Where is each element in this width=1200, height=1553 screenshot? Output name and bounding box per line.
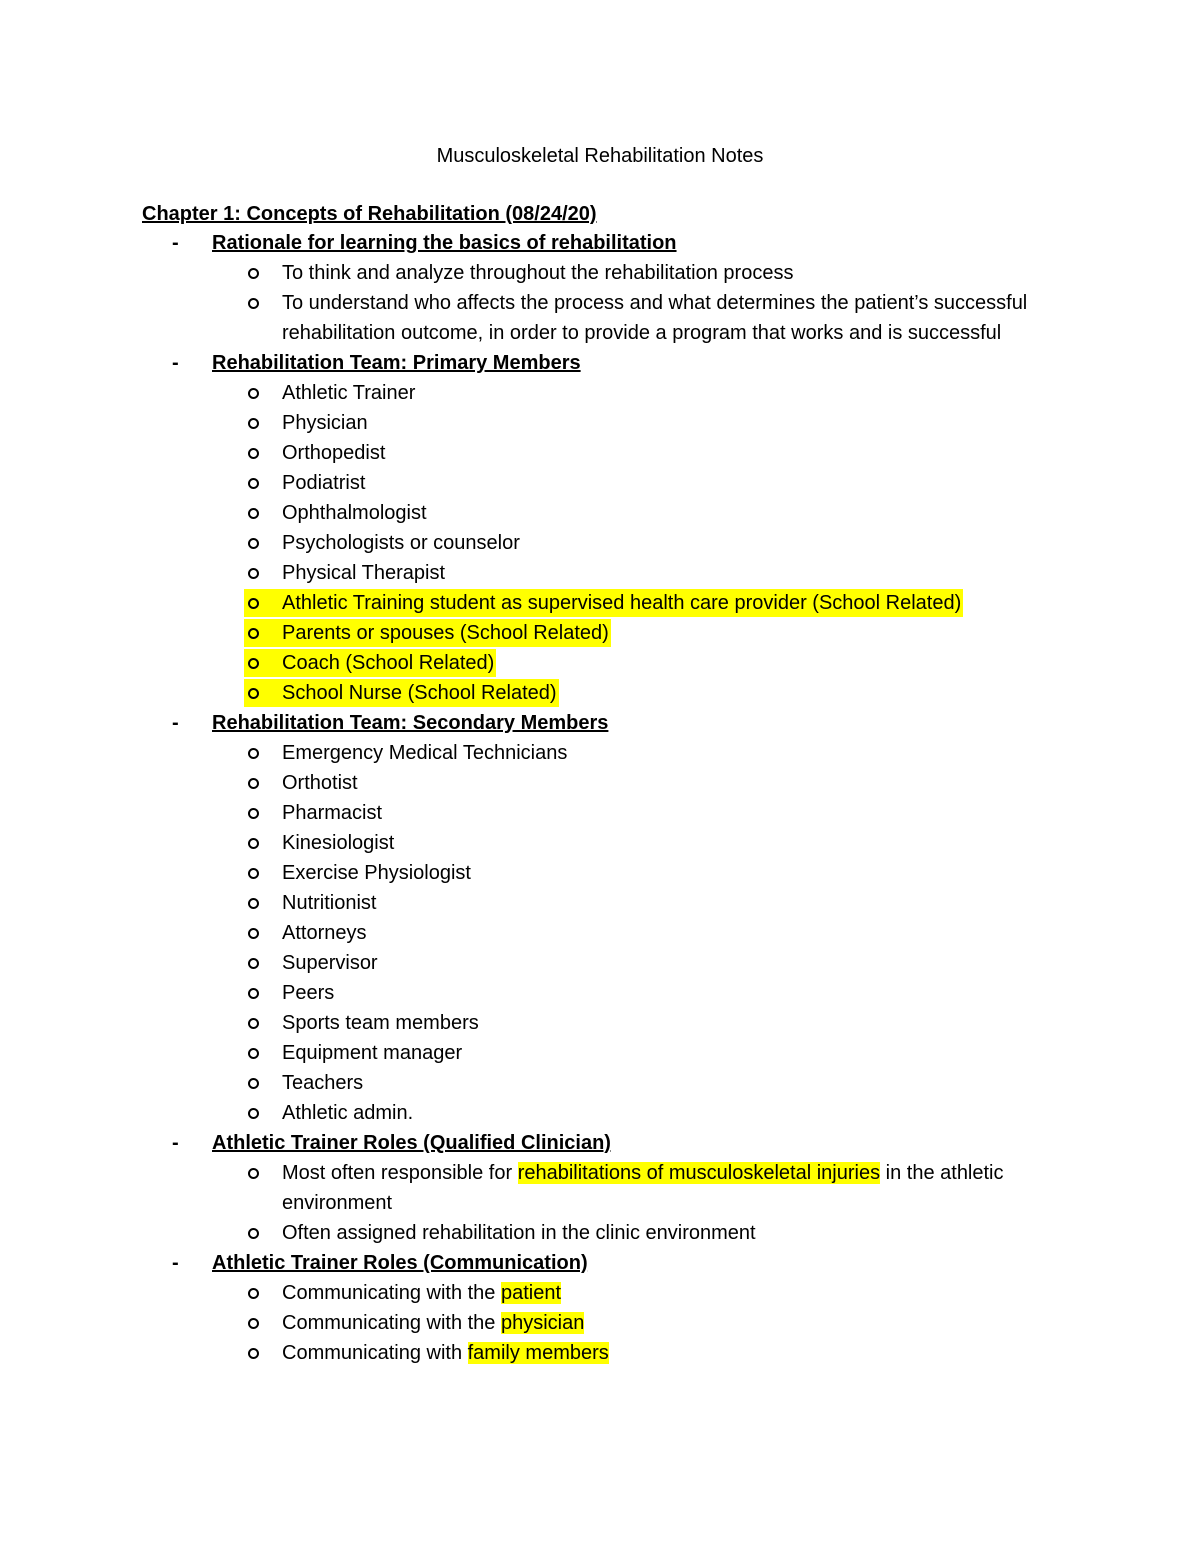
list-item — [0, 378, 1200, 408]
list-item — [0, 1158, 1200, 1218]
highlighted-text: family members — [467, 1342, 609, 1364]
list-item-text — [282, 412, 368, 434]
list-item — [0, 678, 1200, 708]
section-heading-row — [0, 348, 1200, 378]
circle-bullet-icon — [248, 688, 259, 699]
circle-bullet-icon — [248, 448, 259, 459]
outline-section — [0, 708, 1200, 1128]
item-text-run: Most often responsible for — [282, 1162, 518, 1184]
list-item — [0, 948, 1200, 978]
list-item — [0, 468, 1200, 498]
list-item-text — [282, 472, 365, 494]
section-heading: Athletic Trainer Roles (Communication) — [212, 1252, 588, 1274]
section-heading-row — [0, 1128, 1200, 1158]
item-text-run: Teachers — [282, 1072, 364, 1094]
list-item — [0, 1098, 1200, 1128]
section-heading: Athletic Trainer Roles (Qualified Clinician) — [212, 1132, 611, 1154]
section-heading: Rehabilitation Team: Secondary Members — [212, 712, 609, 734]
list-item-text — [282, 1342, 609, 1364]
circle-bullet-icon — [248, 628, 259, 639]
section-heading: Rehabilitation Team: Primary Members — [212, 352, 581, 374]
item-text-run: Communicating with — [282, 1342, 468, 1364]
highlighted-text: Athletic Training student as supervised health care provider (School Related) — [282, 592, 962, 614]
section-heading-row — [0, 228, 1200, 258]
list-item — [0, 648, 1200, 678]
circle-bullet-icon — [248, 418, 259, 429]
list-item — [0, 1308, 1200, 1338]
item-text-run: Communicating with the — [282, 1282, 501, 1304]
list-item-text — [282, 592, 961, 614]
section-heading-row — [0, 708, 1200, 738]
list-item-text — [282, 922, 366, 944]
list-item-text — [282, 982, 334, 1004]
list-item-text — [282, 682, 557, 704]
section-heading-row — [0, 1248, 1200, 1278]
circle-bullet-icon — [248, 568, 259, 579]
circle-bullet-icon — [248, 658, 259, 669]
highlighted-text: Parents or spouses (School Related) — [282, 622, 609, 644]
list-item — [0, 588, 1200, 618]
list-item-text — [282, 862, 471, 884]
circle-bullet-icon — [248, 778, 259, 789]
list-item-text — [282, 892, 376, 914]
list-item — [0, 798, 1200, 828]
dash-bullet: - — [172, 712, 179, 734]
list-item-text — [282, 1282, 561, 1304]
item-text-run: To think and analyze throughout the rehabilitation process — [282, 262, 794, 284]
list-item — [0, 438, 1200, 468]
outline-section — [0, 228, 1200, 348]
item-text-run: Podiatrist — [282, 472, 366, 494]
list-item-text — [282, 442, 385, 464]
circle-bullet-icon — [248, 868, 259, 879]
sub-item-list — [0, 1278, 1200, 1368]
list-item-text — [282, 1102, 413, 1124]
list-item-text — [282, 532, 520, 554]
item-text-run: Often assigned rehabilitation in the clinic environment — [282, 1222, 756, 1244]
sub-item-list — [0, 738, 1200, 1128]
circle-bullet-icon — [248, 1108, 259, 1119]
list-item — [0, 1338, 1200, 1368]
list-item — [0, 1278, 1200, 1308]
outline-section — [0, 1128, 1200, 1248]
list-item-text — [282, 262, 793, 284]
outline-section — [0, 1248, 1200, 1368]
list-item — [0, 918, 1200, 948]
circle-bullet-icon — [248, 478, 259, 489]
item-text-run: Physician — [282, 412, 368, 434]
list-item-text — [282, 1012, 479, 1034]
list-item-text — [282, 742, 567, 764]
list-item-text — [282, 832, 394, 854]
circle-bullet-icon — [248, 1018, 259, 1029]
circle-bullet-icon — [248, 898, 259, 909]
list-item — [0, 558, 1200, 588]
item-text-run: To understand who affects the process and what determines the patient’s successful rehabilitation outcome, in order to provide a program that works and is successful — [282, 292, 1028, 344]
circle-bullet-icon — [248, 1288, 259, 1299]
list-item — [0, 258, 1200, 288]
circle-bullet-icon — [248, 1348, 259, 1359]
list-item — [0, 1218, 1200, 1248]
list-item-text — [282, 1042, 462, 1064]
item-text-run: Equipment manager — [282, 1042, 463, 1064]
item-text-run: Attorneys — [282, 922, 367, 944]
circle-bullet-icon — [248, 298, 259, 309]
list-item — [0, 1068, 1200, 1098]
circle-bullet-icon — [248, 988, 259, 999]
item-text-run: Physical Therapist — [282, 562, 446, 584]
item-text-run: Orthotist — [282, 772, 358, 794]
item-text-run: Orthopedist — [282, 442, 386, 464]
list-item — [0, 1008, 1200, 1038]
notes-outline — [0, 228, 1200, 1368]
list-item-text — [282, 1222, 756, 1244]
page-title: Musculoskeletal Rehabilitation Notes — [436, 145, 764, 167]
item-text-run: Sports team members — [282, 1012, 479, 1034]
list-item — [0, 768, 1200, 798]
section-heading: Rationale for learning the basics of rehabilitation — [212, 232, 677, 254]
list-item-text — [282, 292, 1027, 344]
list-item — [0, 858, 1200, 888]
item-text-run: Pharmacist — [282, 802, 383, 824]
circle-bullet-icon — [248, 1048, 259, 1059]
item-text-run: Nutritionist — [282, 892, 377, 914]
item-text-run: Peers — [282, 982, 335, 1004]
circle-bullet-icon — [248, 598, 259, 609]
item-text-run: Athletic admin. — [282, 1102, 414, 1124]
sub-item-list — [0, 258, 1200, 348]
list-item-text — [282, 1312, 584, 1334]
list-item-text — [282, 802, 382, 824]
dash-bullet: - — [172, 352, 179, 374]
circle-bullet-icon — [248, 1078, 259, 1089]
highlighted-text: School Nurse (School Related) — [282, 682, 557, 704]
list-item-text — [282, 1072, 363, 1094]
circle-bullet-icon — [248, 268, 259, 279]
circle-bullet-icon — [248, 958, 259, 969]
item-text-run: Emergency Medical Technicians — [282, 742, 568, 764]
item-text-run: Exercise Physiologist — [282, 862, 471, 884]
list-item-text — [282, 502, 427, 524]
item-text-run: Ophthalmologist — [282, 502, 427, 524]
item-text-run: Psychologists or counselor — [282, 532, 520, 554]
circle-bullet-icon — [248, 1228, 259, 1239]
list-item — [0, 738, 1200, 768]
highlighted-text: patient — [500, 1282, 562, 1304]
list-item — [0, 288, 1200, 348]
list-item — [0, 618, 1200, 648]
item-text-run: Communicating with the — [282, 1312, 501, 1334]
circle-bullet-icon — [248, 748, 259, 759]
item-text-run: Supervisor — [282, 952, 378, 974]
list-item — [0, 528, 1200, 558]
dash-bullet: - — [172, 1132, 179, 1154]
circle-bullet-icon — [248, 928, 259, 939]
item-text-run: in the athletic environment — [282, 1162, 1004, 1214]
list-item-text — [282, 622, 609, 644]
circle-bullet-icon — [248, 1168, 259, 1179]
list-item-text — [282, 652, 494, 674]
circle-bullet-icon — [248, 838, 259, 849]
list-item — [0, 408, 1200, 438]
list-item-text — [282, 562, 445, 584]
circle-bullet-icon — [248, 1318, 259, 1329]
circle-bullet-icon — [248, 538, 259, 549]
list-item — [0, 888, 1200, 918]
list-item — [0, 828, 1200, 858]
circle-bullet-icon — [248, 388, 259, 399]
list-item-text — [282, 1162, 1004, 1214]
outline-section — [0, 348, 1200, 708]
circle-bullet-icon — [248, 808, 259, 819]
highlighted-text: physician — [500, 1312, 585, 1334]
dash-bullet: - — [172, 232, 179, 254]
chapter-heading: Chapter 1: Concepts of Rehabilitation (08/24/20) — [142, 203, 597, 225]
item-text-run: Kinesiologist — [282, 832, 395, 854]
list-item — [0, 1038, 1200, 1068]
list-item — [0, 978, 1200, 1008]
sub-item-list — [0, 378, 1200, 708]
item-text-run: Athletic Trainer — [282, 382, 416, 404]
sub-item-list — [0, 1158, 1200, 1248]
list-item-text — [282, 952, 378, 974]
list-item-text — [282, 772, 358, 794]
highlighted-text: rehabilitations of musculoskeletal injuries — [517, 1162, 881, 1184]
dash-bullet: - — [172, 1252, 179, 1274]
circle-bullet-icon — [248, 508, 259, 519]
list-item-text — [282, 382, 415, 404]
list-item — [0, 498, 1200, 528]
highlighted-text: Coach (School Related) — [282, 652, 495, 674]
